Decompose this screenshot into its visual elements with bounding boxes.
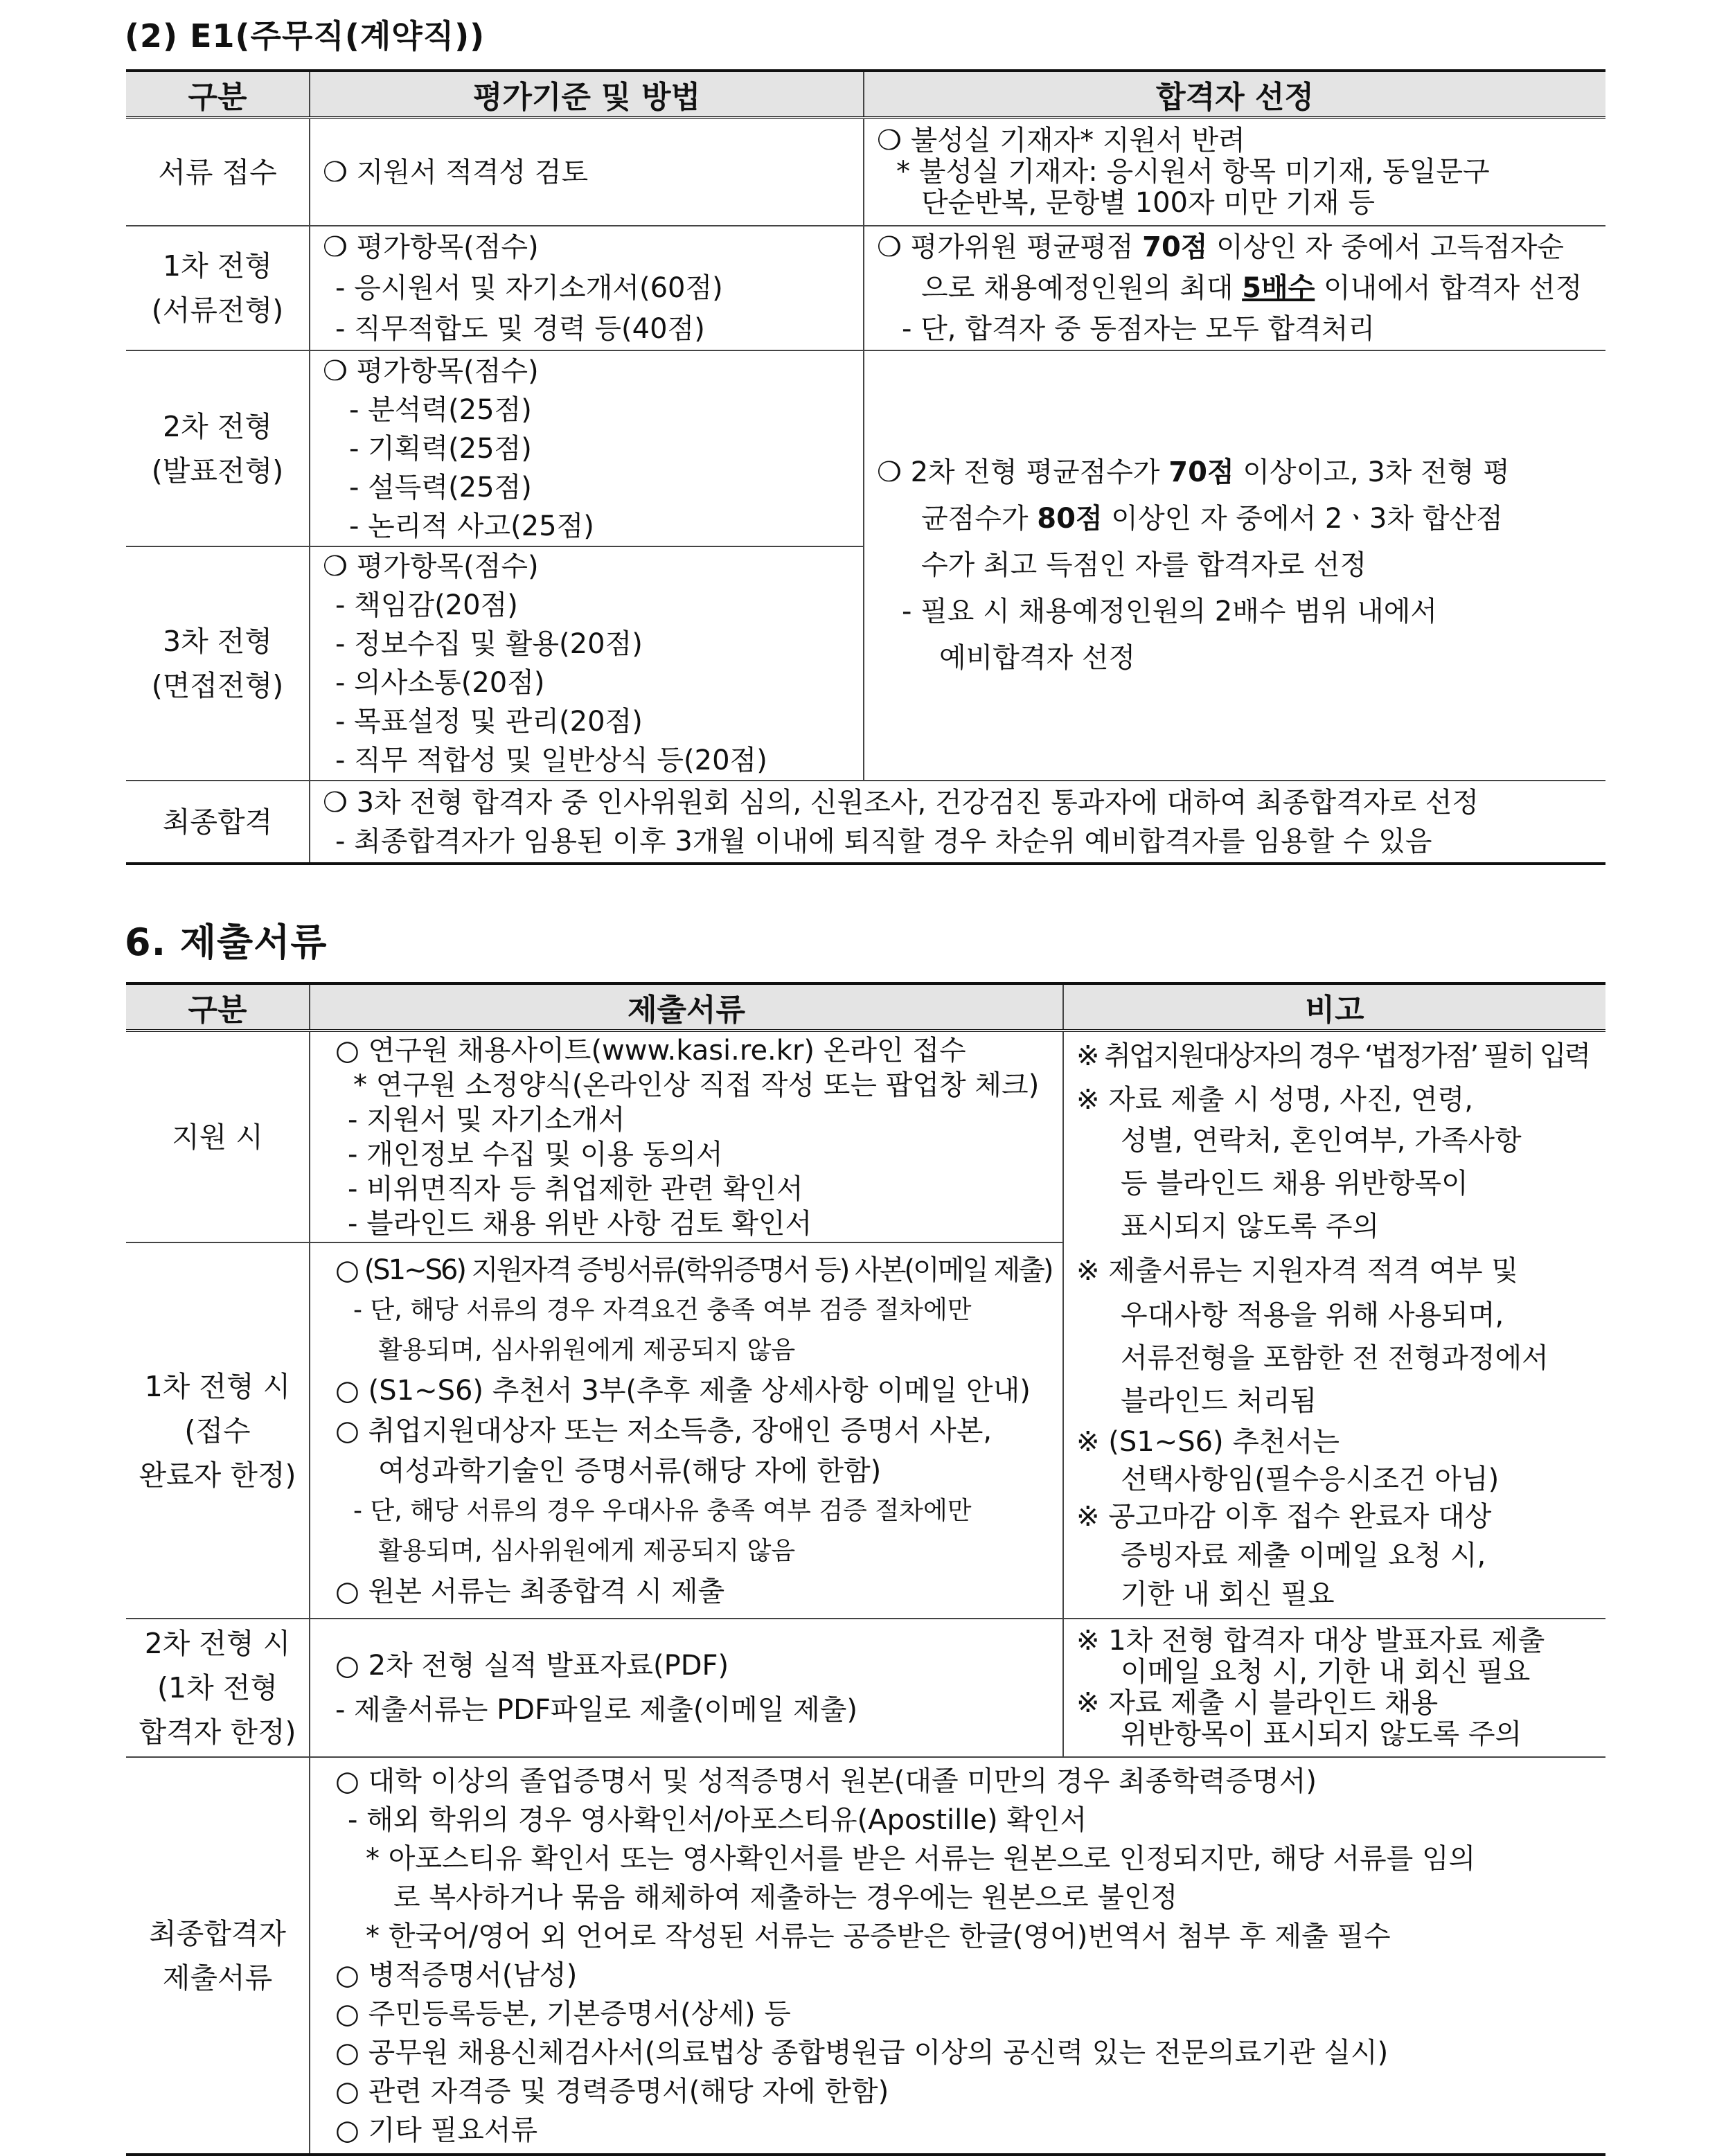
row-label-sub: (접수 <box>184 1414 251 1447</box>
documents-table <box>126 982 1605 2156</box>
header-selection: 합격자 선정 <box>864 71 1605 118</box>
row-label: 지원 시 <box>126 1031 310 1242</box>
doc-line: 여성과학기술인 증명서류(해당 자에 한함) <box>378 1454 882 1487</box>
row-label-sub: 합격자 한정) <box>139 1716 296 1749</box>
criteria-line: - 직무적합도 및 경력 등(40점) <box>335 312 705 345</box>
doc-line: - 단, 해당 서류의 경우 자격요건 충족 여부 검증 절차에만 <box>353 1295 972 1324</box>
doc-line: ○ (S1~S6) 지원자격 증빙서류(학위증명서 등) 사본(이메일 제출) <box>335 1254 1052 1286</box>
doc-line: * 연구원 소정양식(온라인상 직접 작성 또는 팝업창 체크) <box>353 1069 1040 1101</box>
selection-note: * 불성실 기재자: 응시원서 항목 미기재, 동일문구 <box>896 157 1490 188</box>
criteria-line: - 목표설정 및 관리(20점) <box>335 706 643 738</box>
row-label-sub: 제출서류 <box>162 1961 273 1995</box>
merged-selection <box>864 350 1605 781</box>
row-label: 최종합격자 <box>148 1916 287 1950</box>
header-category: 구분 <box>126 983 310 1031</box>
doc-line: * 한국어/영어 외 언어로 작성된 서류는 공증받은 한글(영어)번역서 첨부 후 제출 필수 <box>366 1920 1391 1952</box>
remark-line: 기한 내 회신 필요 <box>1121 1578 1335 1610</box>
row-label: 3차 전형 <box>163 625 272 658</box>
criteria-line: - 논리적 사고(25점) <box>349 510 594 542</box>
criteria-line: - 분석력(25점) <box>349 393 532 426</box>
doc-line: 활용되며, 심사위원에게 제공되지 않음 <box>378 1335 796 1364</box>
remark-line: 서류전형을 포함한 전 전형과정에서 <box>1121 1342 1549 1374</box>
row-label-sub: (1차 전형 <box>157 1671 278 1704</box>
selection-line: 예비합격자 선정 <box>939 642 1136 674</box>
remark-line: ※ 제출서류는 지원자격 적격 여부 및 <box>1076 1255 1519 1287</box>
table-row <box>126 1619 1605 1757</box>
criteria-line: - 기획력(25점) <box>349 432 532 465</box>
doc-line: - 개인정보 수집 및 이용 동의서 <box>348 1138 723 1170</box>
remark-line: 블라인드 처리됨 <box>1121 1385 1317 1417</box>
selection-line: ❍ 불성실 기재자* 지원서 반려 <box>877 125 1245 157</box>
remark-line: 표시되지 않도록 주의 <box>1121 1211 1380 1242</box>
selection-line: - 단, 합격자 중 동점자는 모두 합격처리 <box>902 312 1376 345</box>
selection-line: 균점수가 80점 이상인 자 중에서 2ㆍ3차 합산점 <box>921 503 1503 535</box>
row-label-sub: (발표전형) <box>151 454 284 488</box>
doc-line: ○ 대학 이상의 졸업증명서 및 성적증명서 원본(대졸 미만의 경우 최종학력증명서) <box>335 1765 1317 1797</box>
remark-line: ※ 1차 전형 합격자 대상 발표자료 제출 <box>1076 1625 1545 1657</box>
remark-line: ※ 자료 제출 시 성명, 사진, 연령, <box>1076 1084 1473 1116</box>
merged-remarks <box>1063 1031 1605 1619</box>
doc-line: ○ 원본 서류는 최종합격 시 제출 <box>335 1575 725 1607</box>
criteria-line: ❍ 평가항목(점수) <box>323 355 539 387</box>
selection-line: 으로 채용예정인원의 최대 5배수 이내에서 합격자 선정 <box>921 271 1583 304</box>
remark-line: 이메일 요청 시, 기한 내 회신 필요 <box>1121 1657 1531 1688</box>
doc-line: - 단, 해당 서류의 경우 우대사유 충족 여부 검증 절차에만 <box>353 1496 972 1525</box>
row-label: 2차 전형 <box>163 409 272 443</box>
selection-line: ❍ 2차 전형 평균점수가 70점 이상이고, 3차 전형 평 <box>877 456 1510 488</box>
header-criteria: 평가기준 및 방법 <box>310 71 864 118</box>
criteria-line: - 직무 적합성 및 일반상식 등(20점) <box>335 745 767 776</box>
criteria-line: - 의사소통(20점) <box>335 667 545 699</box>
header-documents: 제출서류 <box>310 983 1063 1031</box>
section-title: 6. 제출서류 <box>125 920 328 964</box>
row-label-sub: (서류전형) <box>151 294 284 327</box>
table-row <box>126 350 1605 546</box>
subsection-title: (2) E1(주무직(계약직)) <box>125 17 486 55</box>
row-label: 최종합격 <box>126 781 310 864</box>
doc-line: ○ 관련 자격증 및 경력증명서(해당 자에 한함) <box>335 2075 889 2108</box>
doc-line: ○ 병적증명서(남성) <box>335 1959 578 1991</box>
selection-line: 수가 최고 득점인 자를 합격자로 선정 <box>921 549 1367 581</box>
remark-line: ※ 취업지원대상자의 경우 ‘법정가점’ 필히 입력 <box>1076 1040 1590 1072</box>
remark-line: ※ 자료 제출 시 블라인드 채용 <box>1076 1688 1439 1719</box>
doc-line: - 제출서류는 PDF파일로 제출(이메일 제출) <box>335 1694 858 1726</box>
row-label-sub: (면접전형) <box>151 669 284 702</box>
row-label: 서류 접수 <box>126 118 310 226</box>
doc-line: - 해외 학위의 경우 영사확인서/아포스티유(Apostille) 확인서 <box>348 1803 1087 1836</box>
criteria-line: ❍ 지원서 적격성 검토 <box>323 156 589 188</box>
remark-line: 선택사항임(필수응시조건 아님) <box>1121 1463 1500 1495</box>
criteria-line: ❍ 평가항목(점수) <box>323 551 539 582</box>
row-label: 1차 전형 <box>163 249 272 283</box>
doc-line: * 아포스티유 확인서 또는 영사확인서를 받은 서류는 원본으로 인정되지만, 해당 서류를 임의 <box>366 1842 1476 1875</box>
doc-line: ○ 공무원 채용신체검사서(의료법상 종합병원급 이상의 공신력 있는 전문의료기관 실시) <box>335 2036 1389 2069</box>
doc-line: ○ (S1~S6) 추천서 3부(추후 제출 상세사항 이메일 안내) <box>335 1374 1031 1407</box>
remark-line: 증빙자료 제출 이메일 요청 시, <box>1121 1540 1486 1571</box>
selection-note: 단순반복, 문항별 100자 미만 기재 등 <box>921 188 1375 219</box>
doc-line: 로 복사하거나 묶음 해체하여 제출하는 경우에는 원본으로 불인정 <box>393 1881 1178 1914</box>
remark-line: ※ 공고마감 이후 접수 완료자 대상 <box>1076 1501 1492 1533</box>
doc-line: ○ 주민등록등본, 기본증명서(상세) 등 <box>335 1997 791 2030</box>
criteria-line: - 응시원서 및 자기소개서(60점) <box>335 271 723 304</box>
criteria-line: - 정보수집 및 활용(20점) <box>335 628 643 660</box>
remark-line: 등 블라인드 채용 위반항목이 <box>1121 1168 1468 1200</box>
row-label: 2차 전형 시 <box>144 1627 291 1660</box>
selection-line: - 필요 시 채용예정인원의 2배수 범위 내에서 <box>902 596 1438 627</box>
final-line: ❍ 3차 전형 합격자 중 인사위원회 심의, 신원조사, 건강검진 통과자에 대하여 최종합격자로 선정 <box>323 786 1479 819</box>
doc-line: 활용되며, 심사위원에게 제공되지 않음 <box>378 1536 796 1565</box>
remark-line: 위반항목이 표시되지 않도록 주의 <box>1121 1719 1522 1750</box>
table-row <box>126 781 1605 864</box>
table-row <box>126 226 1605 350</box>
doc-line: - 지원서 및 자기소개서 <box>348 1103 625 1136</box>
doc-line: ○ 연구원 채용사이트(www.kasi.re.kr) 온라인 접수 <box>335 1034 966 1067</box>
criteria-line: ❍ 평가항목(점수) <box>323 231 539 263</box>
selection-line: ❍ 평가위원 평균평점 70점 이상인 자 중에서 고득점자순 <box>877 231 1564 263</box>
criteria-line: - 책임감(20점) <box>335 589 518 621</box>
row-label-sub: 완료자 한정) <box>139 1458 296 1492</box>
remark-line: 성별, 연락처, 혼인여부, 가족사항 <box>1121 1125 1522 1157</box>
criteria-line: - 설득력(25점) <box>349 471 532 504</box>
table-row <box>126 1757 1605 2155</box>
row-label: 1차 전형 시 <box>144 1369 291 1403</box>
doc-line: - 블라인드 채용 위반 사항 검토 확인서 <box>348 1207 812 1240</box>
header-category: 구분 <box>126 71 310 118</box>
doc-line: ○ 취업지원대상자 또는 저소득층, 장애인 증명서 사본, <box>335 1414 993 1447</box>
header-remarks: 비고 <box>1063 983 1605 1031</box>
remark-line: 우대사항 적용을 위해 사용되며, <box>1121 1299 1504 1331</box>
table-row <box>126 1031 1605 1242</box>
evaluation-table <box>126 69 1605 865</box>
doc-line: ○ 기타 필요서류 <box>335 2114 538 2146</box>
table-row <box>126 118 1605 226</box>
doc-line: - 비위면직자 등 취업제한 관련 확인서 <box>348 1173 803 1205</box>
remark-line: ※ (S1~S6) 추천서는 <box>1076 1426 1340 1458</box>
doc-line: ○ 2차 전형 실적 발표자료(PDF) <box>335 1650 729 1682</box>
final-line: - 최종합격자가 임용된 이후 3개월 이내에 퇴직할 경우 차순위 예비합격자를 임용할 수 있음 <box>335 825 1432 857</box>
